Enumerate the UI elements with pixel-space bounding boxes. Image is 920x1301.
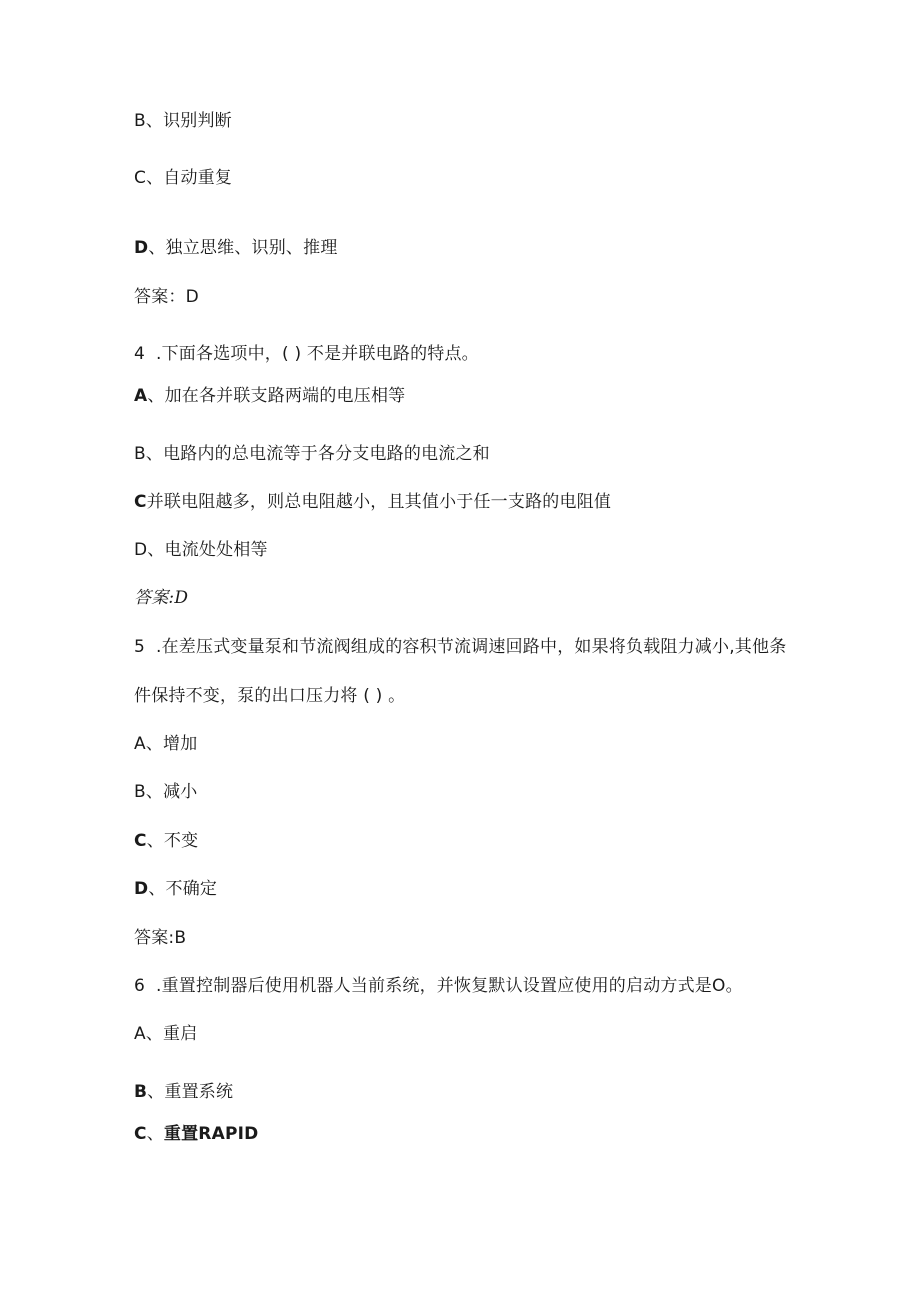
q4-stem: [134, 343, 479, 365]
option-letter: B: [134, 1082, 148, 1102]
q3-answer: 答案：D: [134, 287, 199, 307]
q3-option-b: [134, 110, 232, 132]
option-text: 不确定: [165, 879, 218, 899]
q6-option-a: [134, 1023, 197, 1045]
option-text: 重置RAPID: [163, 1124, 259, 1144]
q5-stem-line1: [134, 636, 786, 658]
option-separator: 、: [146, 831, 164, 851]
option-separator: 、: [145, 444, 164, 464]
question-text: .在差压式变量泵和节流阀组成的容积节流调速回路中，如果将负载阻力减小,其他条: [156, 637, 787, 657]
q6-option-c: [134, 1123, 258, 1145]
option-text: 独立思维、识别、推理: [165, 238, 338, 258]
option-text: 并联电阻越多，则总电阻越小，且其值小于任一支路的电阻值: [146, 492, 612, 512]
q5-stem-line2: 件保持不变，泵的出口压力将 ( ) 。: [134, 686, 406, 706]
option-separator: 、: [148, 238, 166, 258]
option-separator: 、: [145, 734, 164, 754]
q4-option-d: [134, 539, 268, 561]
option-separator: 、: [146, 168, 164, 188]
option-text: 增加: [163, 734, 198, 754]
option-separator: 、: [145, 1024, 164, 1044]
option-text: 重置系统: [164, 1082, 234, 1102]
q3-option-d: [134, 237, 338, 259]
option-letter: B: [134, 444, 146, 464]
option-letter: A: [134, 734, 146, 754]
option-separator: 、: [147, 540, 165, 560]
option-letter: C: [134, 1124, 147, 1144]
option-text: 识别判断: [163, 111, 232, 131]
option-separator: 、: [145, 782, 164, 802]
option-text: 电路内的总电流等于各分支电路的电流之和: [163, 444, 490, 464]
question-text: .重置控制器后使用机器人当前系统，并恢复默认设置应使用的启动方式是O。: [156, 976, 743, 996]
q4-option-b: [134, 443, 490, 465]
q5-option-b: [134, 781, 197, 803]
q6-option-b: [134, 1081, 233, 1103]
option-letter: C: [134, 831, 147, 851]
q4-answer: 答案:D: [134, 588, 189, 608]
option-separator: 、: [147, 386, 165, 406]
q6-stem: [134, 975, 743, 997]
option-text: 加在各并联支路两端的电压相等: [164, 386, 406, 406]
option-letter: D: [134, 238, 149, 258]
option-letter: B: [134, 782, 146, 802]
q3-option-c: [134, 167, 232, 189]
option-text: 电流处处相等: [164, 540, 268, 560]
option-letter: C: [134, 492, 147, 512]
q5-option-c: [134, 830, 198, 852]
question-text: .下面各选项中，( ) 不是并联电路的特点。: [156, 344, 479, 364]
option-separator: 、: [146, 1124, 164, 1144]
question-number: 6: [134, 976, 146, 996]
q5-answer: 答案:B: [134, 928, 187, 948]
option-text: 重启: [163, 1024, 198, 1044]
option-text: 不变: [163, 831, 199, 851]
q5-option-d: [134, 878, 217, 900]
q4-option-c: [134, 491, 611, 513]
option-letter: A: [134, 386, 148, 406]
option-separator: 、: [148, 879, 166, 899]
option-letter: D: [134, 879, 149, 899]
option-letter: C: [134, 168, 147, 188]
option-letter: A: [134, 1024, 146, 1044]
option-text: 自动重复: [163, 168, 233, 188]
q5-option-a: [134, 733, 197, 755]
option-text: 减小: [163, 782, 198, 802]
question-number: 4: [134, 344, 146, 364]
option-letter: D: [134, 540, 148, 560]
question-number: 5: [134, 637, 146, 657]
option-separator: 、: [145, 111, 164, 131]
option-letter: B: [134, 111, 146, 131]
option-separator: 、: [147, 1082, 165, 1102]
q4-option-a: [134, 385, 405, 407]
